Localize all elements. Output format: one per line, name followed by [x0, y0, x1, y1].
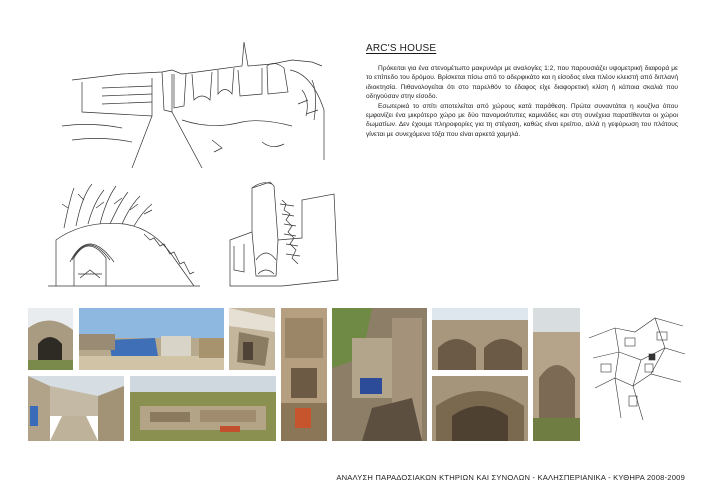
paragraph-2: Εσωτερικά το σπίτι αποτελείται από χώρους κατά παράθεση. Πρώτα συναντάται η κουζίνα όπου εμφανίζει ένα μικρότερο χώρο με δύο πανομοιότυπες καμινάδες και στη συνέχεια παρατίθενται οι χώροι δωματίων. Δεν έχουμε πληροφορίες για τη στέγαση, καθώς είναι ερείπιο, αλλά η γεφύρωση του πλάτους γίνεται με συνεχόμενα τόξα που είναι αρκετά χαμηλά.: [366, 102, 678, 138]
photo-arch-ruin-right: [533, 308, 580, 441]
photo-arches-2: [432, 376, 528, 441]
location-map: [585, 308, 688, 426]
page-title: ARC'S HOUSE: [366, 43, 437, 54]
photo-arches-1: [432, 308, 528, 370]
street-sketch: [62, 30, 330, 168]
photo-ruins-field: [130, 376, 276, 441]
photo-arch-entrance: [28, 308, 73, 370]
description-text: [366, 64, 678, 139]
photo-street-blue-shed: [79, 308, 224, 370]
paragraph-1: Πρόκειται για ένα στενομέτωπο μακρυνάρι με αναλογίες 1:2, που παρουσιάζει υψομετρική διαφορά με το επίπεδο του δρόμου. Βρίσκεται πίσω από το αδερφικάτο και η είσοδος είναι πλέον κλειστή από διπλανή ιδιοκτησία. Πιθανολογείται ότι στο παρελθόν το έδαφος είχε διαφορετική κλίση ή κάποια σκαλιά που οδηγούσαν στην είσοδο.: [366, 65, 678, 101]
page-footer: ΑΝΑΛΥΣΗ ΠΑΡΑΔΟΣΙΑΚΩΝ ΚΤΗΡΙΩΝ ΚΑΙ ΣΥΝΟΛΩΝ - ΚΑΛΗΣΠΕΡΙΑΝΙΚΑ - ΚΥΘΗΡΑ 2008-2009: [336, 473, 685, 482]
photo-interior-wall-1: [229, 308, 275, 370]
photo-alley: [28, 376, 124, 441]
photo-chimney-interior: [332, 308, 427, 441]
interior-chimney-sketch: [222, 180, 346, 288]
photo-ruined-wall-1: [281, 308, 327, 441]
arch-wall-sketch: [44, 178, 200, 288]
